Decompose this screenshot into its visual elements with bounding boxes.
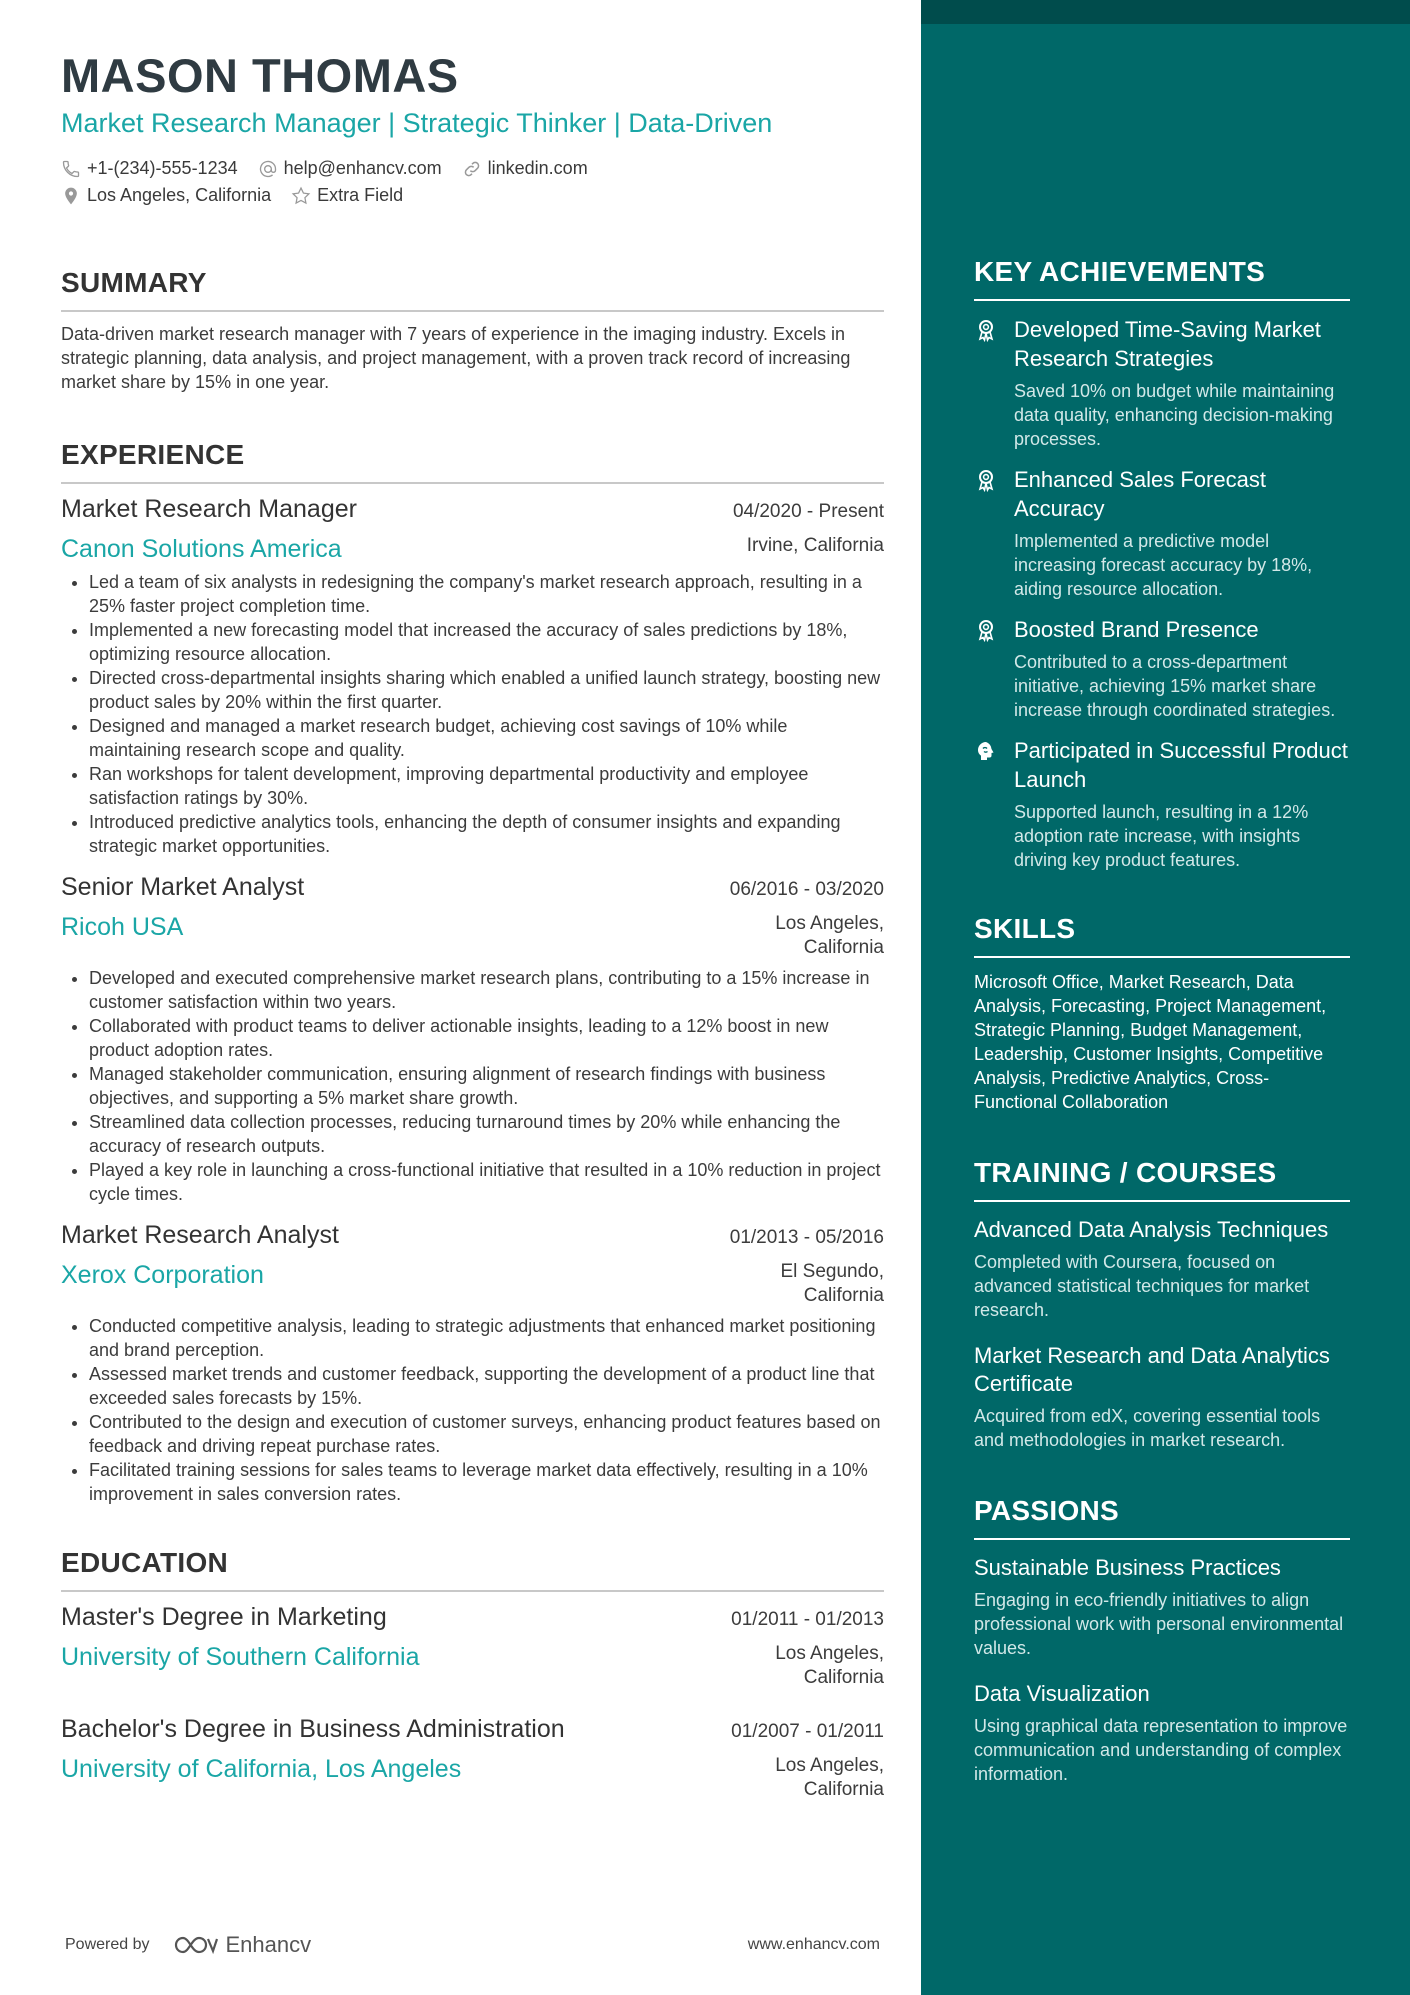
course-desc: Completed with Coursera, focused on advanced statistical techniques for market research.: [974, 1252, 1310, 1320]
main-column: [61, 48, 884, 1802]
experience-section: [61, 438, 884, 1506]
email-text: help@enhancv.com: [283, 158, 442, 178]
course-title: Market Research and Data Analytics Certificate: [974, 1343, 1330, 1396]
list-item: • Directed cross-departmental insights sharing which enabled a unified launch strategy, boosting new product sales by 20% within the first quarter.: [89, 666, 884, 714]
achievements-title: KEY ACHIEVEMENTS: [974, 255, 1350, 301]
list-item: • Conducted competitive analysis, leading to strategic adjustments that enhanced market positioning and brand perception.: [89, 1314, 884, 1362]
list-item: • Contributed to the design and execution of customer surveys, enhancing product features based on feedback and driving repeat purchase rates.: [89, 1410, 884, 1458]
sidebar-top-bar: [921, 0, 1410, 24]
training-title: TRAINING / COURSES: [974, 1156, 1350, 1202]
education-section: [61, 1546, 884, 1802]
job-role: Market Research Analyst: [61, 1221, 339, 1249]
job-bullets: [61, 966, 884, 1206]
job-company: Ricoh USA: [61, 913, 184, 941]
education-entry: [61, 1714, 884, 1802]
list-item: • Streamlined data collection processes, reducing turnaround times by 20% while enhancing the accuracy of research outputs.: [89, 1110, 884, 1158]
list-item: • Managed stakeholder communication, ensuring alignment of research findings with business objectives, and supporting a 5% market share growth.: [89, 1062, 884, 1110]
passion-title: Sustainable Business Practices: [974, 1555, 1281, 1580]
list-item: • Ran workshops for talent development, improving departmental productivity and employee satisfaction ratings by 30%.: [89, 762, 884, 810]
candidate-name: MASON THOMAS: [61, 49, 459, 102]
at-icon: [258, 159, 278, 179]
brand-name: Enhancv: [225, 1932, 312, 1957]
education-entry: [61, 1602, 884, 1690]
contact-location: [61, 182, 271, 209]
list-item: • Led a team of six analysts in redesigning the company's market research approach, resulting in a 25% faster project completion time.: [89, 570, 884, 618]
location-text: Los Angeles, California: [87, 185, 272, 205]
contact-extra: [291, 182, 403, 209]
extra-text: Extra Field: [317, 185, 404, 205]
list-item: • Developed and executed comprehensive market research plans, contributing to a 15% increase in customer satisfaction within two years.: [89, 966, 884, 1014]
training-section: [974, 1156, 1350, 1452]
job-dates: 01/2013 - 05/2016: [729, 1227, 884, 1248]
course-title: Advanced Data Analysis Techniques: [974, 1217, 1329, 1242]
job-dates: 04/2020 - Present: [732, 501, 884, 522]
school-name: University of California, Los Angeles: [61, 1755, 462, 1783]
achievement-desc: Saved 10% on budget while maintaining data quality, enhancing decision-making processes.: [1014, 381, 1335, 449]
list-item: • Played a key role in launching a cross-functional initiative that resulted in a 10% reduction in project cycle times.: [89, 1158, 884, 1206]
list-item: • Designed and managed a market research budget, achieving cost savings of 10% while maintaining research scope and quality.: [89, 714, 884, 762]
link-icon: [462, 159, 482, 179]
list-item: • Collaborated with product teams to deliver actionable insights, leading to a 12% boost in new product adoption rates.: [89, 1014, 884, 1062]
summary-text: Data-driven market research manager with 7 years of experience in the imaging industry. Excels in strategic planning, data analysis, and project management, with a proven track record of increasing market share by 15% in one year.: [61, 324, 851, 392]
achievement-desc: Implemented a predictive model increasing forecast accuracy by 18%, aiding resource allocation.: [1014, 531, 1313, 599]
job-location: El Segundo, California: [780, 1261, 884, 1306]
achievement-title: Boosted Brand Presence: [1014, 617, 1259, 642]
passion-desc: Using graphical data representation to improve communication and understanding of complex information.: [974, 1716, 1348, 1784]
summary-section: [61, 266, 884, 394]
linkedin-text: linkedin.com: [487, 158, 588, 178]
skills-title: SKILLS: [974, 912, 1350, 958]
achievement-title: Enhanced Sales Forecast Accuracy: [1014, 467, 1266, 521]
education-title: EDUCATION: [61, 1546, 884, 1592]
phone-text: +1-(234)-555-1234: [87, 158, 238, 178]
award-icon: [974, 618, 998, 642]
degree-title: Bachelor's Degree in Business Administration: [61, 1715, 565, 1743]
course-desc: Acquired from edX, covering essential tools and methodologies in market research.: [974, 1406, 1321, 1450]
course-item: [974, 1216, 1350, 1322]
award-icon: [974, 318, 998, 342]
passion-title: Data Visualization: [974, 1681, 1150, 1706]
achievement-title: Developed Time-Saving Market Research Strategies: [1014, 317, 1321, 371]
degree-dates: 01/2007 - 01/2011: [731, 1721, 884, 1742]
list-item: • Facilitated training sessions for sales teams to leverage market data effectively, resulting in a 10% improvement in sales conversion rates.: [89, 1458, 884, 1506]
passion-item: [974, 1680, 1350, 1786]
course-item: [974, 1342, 1350, 1452]
sidebar: [921, 0, 1410, 1995]
achievement-item: [974, 736, 1350, 872]
star-icon: [291, 186, 311, 206]
award-icon: [974, 468, 998, 492]
skills-text: Microsoft Office, Market Research, Data Analysis, Forecasting, Project Management, Strategic Planning, Budget Management, Leadership, Customer Insights, Competitive Analysis, Predictive Analytics, Cross-Functional Collaboration: [974, 972, 1327, 1112]
school-name: University of Southern California: [61, 1643, 420, 1671]
job-entry: [61, 494, 884, 858]
experience-title: EXPERIENCE: [61, 438, 884, 484]
job-location: Los Angeles, California: [775, 913, 884, 958]
footer-url[interactable]: www.enhancv.com: [747, 1936, 880, 1953]
achievement-item: [974, 465, 1350, 601]
job-location: Irvine, California: [746, 535, 884, 556]
job-bullets: [61, 570, 884, 858]
summary-title: SUMMARY: [61, 266, 884, 312]
achievement-title: Participated in Successful Product Launch: [1014, 738, 1348, 792]
school-location: Los Angeles, California: [775, 1643, 884, 1688]
passions-title: PASSIONS: [974, 1494, 1350, 1540]
job-company: Xerox Corporation: [61, 1261, 264, 1289]
brain-icon: [974, 739, 998, 763]
skills-section: [974, 912, 1350, 1114]
powered-by-label: Powered by: [65, 1936, 150, 1953]
achievement-desc: Contributed to a cross-department initiative, achieving 15% market share increase through coordinated strategies.: [1014, 652, 1336, 720]
degree-title: Master's Degree in Marketing: [61, 1603, 387, 1631]
contact-info: [61, 155, 884, 209]
achievement-item: [974, 615, 1350, 722]
job-dates: 06/2016 - 03/2020: [729, 879, 884, 900]
passion-item: [974, 1554, 1350, 1660]
contact-phone[interactable]: [61, 155, 238, 182]
job-entry: [61, 872, 884, 1206]
job-entry: [61, 1220, 884, 1506]
passions-section: [974, 1494, 1350, 1786]
phone-icon: [61, 159, 81, 179]
list-item: • Implemented a new forecasting model that increased the accuracy of sales predictions by 18%, optimizing resource allocation.: [89, 618, 884, 666]
enhancv-logo[interactable]: [172, 1932, 312, 1958]
contact-linkedin[interactable]: [462, 155, 588, 182]
degree-dates: 01/2011 - 01/2013: [731, 1609, 884, 1630]
location-pin-icon: [61, 186, 81, 206]
achievement-item: [974, 315, 1350, 451]
list-item: • Assessed market trends and customer feedback, supporting the development of a product line that exceeded sales forecasts by 15%.: [89, 1362, 884, 1410]
job-role: Senior Market Analyst: [61, 873, 305, 901]
school-location: Los Angeles, California: [775, 1755, 884, 1800]
footer: [65, 1932, 880, 1958]
job-company: Canon Solutions America: [61, 535, 342, 563]
achievements-section: [974, 255, 1350, 872]
headline: Market Research Manager | Strategic Thinker | Data-Driven: [61, 108, 773, 138]
job-bullets: [61, 1314, 884, 1506]
job-role: Market Research Manager: [61, 495, 357, 523]
enhancv-logo-icon: [172, 1933, 218, 1957]
achievement-desc: Supported launch, resulting in a 12% adoption rate increase, with insights driving key product features.: [1014, 802, 1309, 870]
passion-desc: Engaging in eco-friendly initiatives to align professional work with personal environmental values.: [974, 1590, 1344, 1658]
contact-email[interactable]: [258, 155, 442, 182]
list-item: • Introduced predictive analytics tools, enhancing the depth of consumer insights and expanding strategic market opportunities.: [89, 810, 884, 858]
